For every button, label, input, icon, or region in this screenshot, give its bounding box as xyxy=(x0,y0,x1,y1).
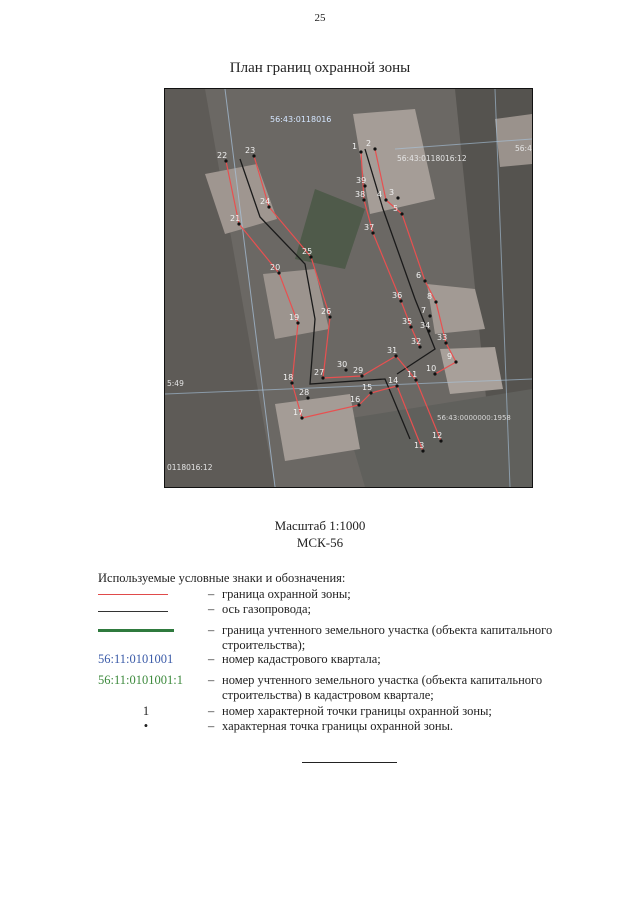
legend-dash: – xyxy=(208,652,215,666)
zone-point-29-label: 29 xyxy=(353,366,364,375)
zone-point-30-label: 30 xyxy=(337,360,348,369)
footer-divider xyxy=(302,762,397,763)
scale-block xyxy=(0,517,640,551)
page-number: 25 xyxy=(314,12,326,24)
green-line-symbol xyxy=(98,629,174,632)
building-6 xyxy=(275,394,360,461)
label-right-edge: 56:4 xyxy=(515,144,532,153)
zone-point-4-label: 4 xyxy=(377,190,383,199)
zone-point-7-label: 7 xyxy=(421,306,427,315)
zone-point-24-label: 24 xyxy=(260,197,271,206)
zone-point-3-label: 3 xyxy=(389,188,395,197)
zone-point-2-marker xyxy=(373,147,376,150)
label-bottom-left: 0118016:12 xyxy=(167,463,213,472)
legend-text: характерная точка границы охранной зоны. xyxy=(222,719,454,733)
zone-point-35-label: 35 xyxy=(402,317,413,326)
zone-point-12-label: 12 xyxy=(432,431,443,440)
zone-point-9-marker xyxy=(454,360,457,363)
legend-dash: – xyxy=(208,719,215,733)
legend-text: ось газопровода; xyxy=(222,602,312,616)
quarter-label-top: 56:43:0118016 xyxy=(270,115,332,124)
legend-dash: – xyxy=(208,587,215,601)
legend-dash: – xyxy=(208,673,215,687)
zone-point-7-marker xyxy=(428,314,431,317)
zone-point-32-label: 32 xyxy=(411,337,422,346)
label-left-edge: 5:49 xyxy=(167,379,184,388)
quarter-number-sample: 56:11:0101001 xyxy=(98,652,174,666)
zone-point-14-label: 14 xyxy=(388,376,399,385)
zone-point-26-label: 26 xyxy=(321,307,332,316)
legend-text: номер учтенного земельного участка (объекта капитального строительства) в кадастровом квартале; xyxy=(222,673,543,702)
legend-dash: – xyxy=(208,704,215,718)
zone-point-15-label: 15 xyxy=(362,383,373,392)
zone-point-39-label: 39 xyxy=(356,176,367,185)
legend-text: номер кадастрового квартала; xyxy=(222,652,381,666)
zone-point-2-label: 2 xyxy=(366,139,372,148)
zone-point-11-label: 11 xyxy=(407,370,418,379)
zone-point-37-label: 37 xyxy=(364,223,375,232)
zone-point-34-label: 34 xyxy=(420,321,431,330)
legend-text: номер характерной точки границы охранной зоны; xyxy=(222,704,492,718)
zone-point-20-label: 20 xyxy=(270,263,281,272)
zone-point-1-label: 1 xyxy=(352,142,358,151)
coordinate-system: МСК-56 xyxy=(296,535,344,550)
zone-point-38-label: 38 xyxy=(355,190,366,199)
legend-text: граница охранной зоны; xyxy=(222,587,351,601)
parcel-label-right-low: 56:43:0000000:1958 xyxy=(437,414,511,422)
zone-point-4-marker xyxy=(384,198,387,201)
zone-point-1-marker xyxy=(359,150,362,153)
zone-point-5-label: 5 xyxy=(393,204,399,213)
zone-point-6-marker xyxy=(423,279,426,282)
zone-point-33-label: 33 xyxy=(437,333,448,342)
scale-text: Масштаб 1:1000 xyxy=(274,518,366,533)
zone-point-22-label: 22 xyxy=(217,151,228,160)
zone-point-3-marker xyxy=(396,196,399,199)
legend-dash: – xyxy=(208,602,215,616)
zone-point-8-label: 8 xyxy=(427,292,433,301)
zone-point-31-label: 31 xyxy=(387,346,398,355)
zone-point-18-label: 18 xyxy=(283,373,294,382)
black-line-symbol xyxy=(98,611,168,612)
zone-point-13-label: 13 xyxy=(414,441,425,450)
zone-point-27-label: 27 xyxy=(314,368,325,377)
parcel-number-sample: 56:11:0101001:1 xyxy=(98,673,183,687)
zone-point-6-label: 6 xyxy=(416,271,422,280)
zone-point-28-label: 28 xyxy=(299,388,310,397)
zone-point-23-label: 23 xyxy=(245,146,256,155)
zone-point-10-label: 10 xyxy=(426,364,437,373)
zone-point-21-label: 21 xyxy=(230,214,241,223)
map-image xyxy=(164,88,533,488)
point-number-sample: 1 xyxy=(142,704,150,718)
legend-text: граница учтенного земельного участка (объекта капитального строительства); xyxy=(222,623,553,652)
zone-point-17-label: 17 xyxy=(293,408,304,417)
page-title: План границ охранной зоны xyxy=(229,60,411,76)
legend-title: Используемые условные знаки и обозначения: xyxy=(98,571,346,585)
zone-point-36-label: 36 xyxy=(392,291,403,300)
point-marker-icon: • xyxy=(143,719,149,733)
zone-point-19-label: 19 xyxy=(289,313,300,322)
zone-point-5-marker xyxy=(400,212,403,215)
zone-point-8-marker xyxy=(434,300,437,303)
zone-point-16-label: 16 xyxy=(350,395,361,404)
parcel-label-top-right: 56:43:0118016:12 xyxy=(397,154,467,163)
red-line-symbol xyxy=(98,594,168,595)
legend-dash: – xyxy=(208,623,215,637)
zone-point-25-label: 25 xyxy=(302,247,313,256)
zone-point-9-label: 9 xyxy=(447,352,453,361)
